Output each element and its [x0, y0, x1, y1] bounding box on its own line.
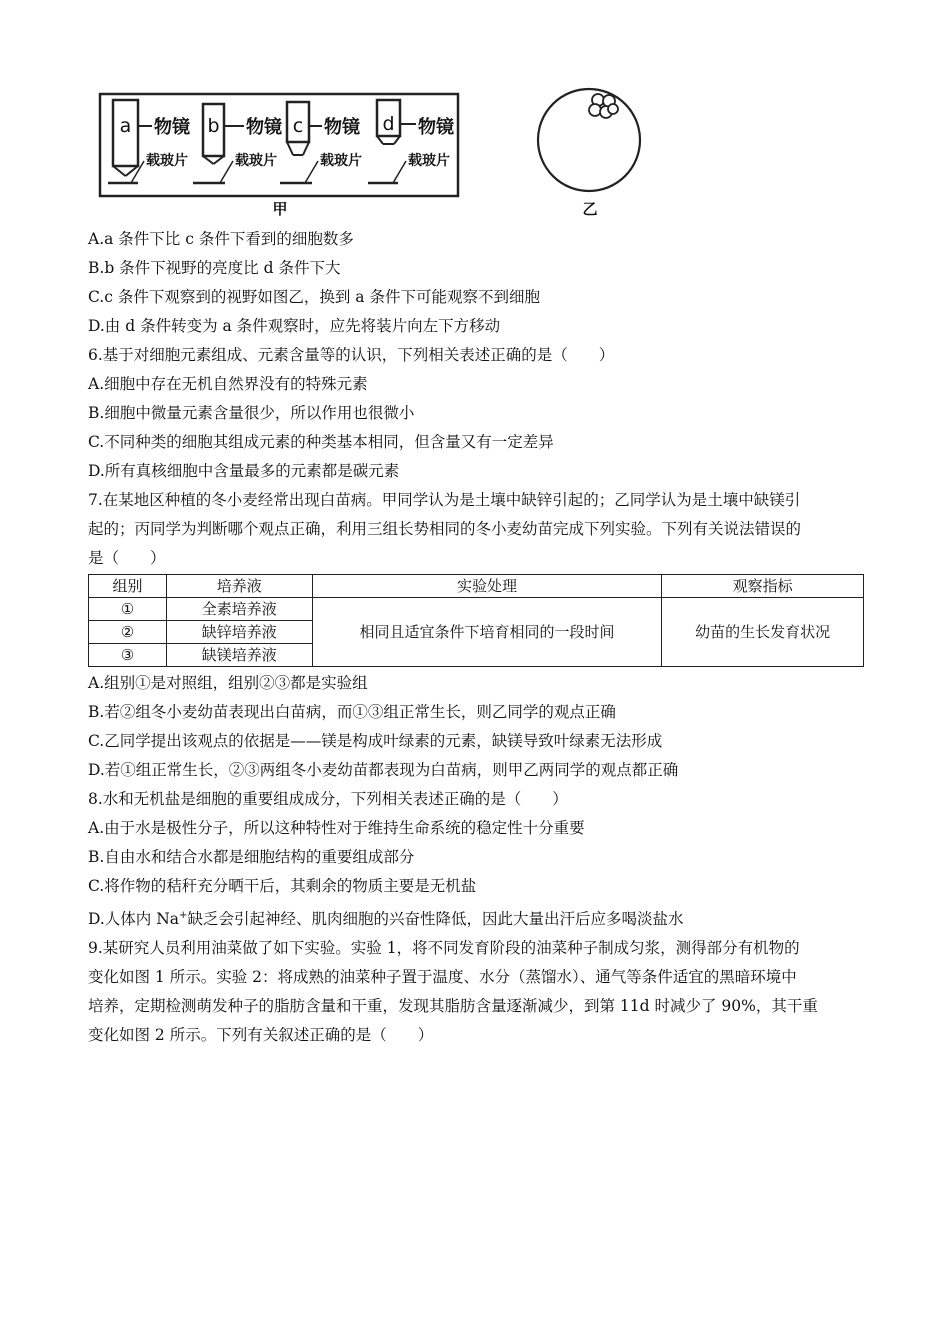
q8-option-d: [88, 901, 868, 934]
q8-option-d-sup: +: [179, 910, 188, 921]
q9-stem-line-4: 变化如图 2 所示。下列有关叙述正确的是（ ）: [88, 1026, 434, 1045]
objective-c-letter: c: [292, 115, 304, 137]
q7-option-b: B.若②组冬小麦幼苗表现出白苗病，而①③组正常生长，则乙同学的观点正确: [88, 703, 616, 721]
slide-d-label: 载玻片: [408, 153, 450, 169]
q9-stem-line-2: 变化如图 1 所示。实验 2：将成熟的油菜种子置于温度、水分（蒸馏水）、通气等条件适宜的黑暗环境中: [88, 968, 797, 987]
figure-jia-frame: [100, 94, 458, 196]
q7-stem-line-3: 是（ ）: [88, 549, 166, 567]
q5-option-d: D.由 d 条件转变为 a 条件观察时，应先将装片向左下方移动: [88, 317, 501, 335]
objective-d: [368, 100, 454, 183]
objective-c-label: 物镜: [324, 117, 360, 138]
q6-stem: 6.基于对细胞元素组成、元素含量等的认识，下列相关表述正确的是（ ）: [88, 346, 615, 364]
figure-yi-caption: 乙: [582, 200, 598, 218]
figure-yi: [538, 89, 640, 218]
question-text: [88, 225, 868, 1050]
row-1-medium: 全素培养液: [166, 598, 312, 621]
q8-option-a: A.由于水是极性分子，所以这种特性对于维持生命系统的稳定性十分重要: [88, 819, 585, 837]
row-3-medium: 缺镁培养液: [166, 644, 312, 667]
objective-b-letter: b: [207, 115, 220, 137]
q9-stem-line-1: 9.某研究人员利用油菜做了如下实验。实验 1，将不同发育阶段的油菜种子制成匀浆，测得部分有机物的: [88, 939, 800, 958]
q7-stem-line-1: 7.在某地区种植的冬小麦经常出现白苗病。甲同学认为是土壤中缺锌引起的；乙同学认为是土壤中缺镁引: [88, 491, 801, 509]
cell-3: [589, 104, 601, 116]
microscope-figure: [0, 0, 950, 230]
row-3-group: ③: [89, 644, 167, 667]
slide-c-label: 载玻片: [320, 153, 362, 169]
objective-d-label: 物镜: [418, 117, 454, 138]
objective-b: [193, 104, 282, 183]
q8-option-c: C.将作物的秸秆充分晒干后，其剩余的物质主要是无机盐: [88, 877, 477, 895]
q6-option-c: C.不同种类的细胞其组成元素的种类基本相同，但含量又有一定差异: [88, 433, 554, 451]
q6-option-a: A.细胞中存在无机自然界没有的特殊元素: [88, 375, 368, 393]
q7-option-d: D.若①组正常生长，②③两组冬小麦幼苗都表现为白苗病，则甲乙两同学的观点都正确: [88, 761, 679, 779]
q6-option-d: D.所有真核细胞中含量最多的元素都是碳元素: [88, 462, 400, 480]
treatment-cell: 相同且适宜条件下培育相同的一段时间: [312, 598, 662, 667]
table-row: [89, 598, 864, 621]
indicator-cell: 幼苗的生长发育状况: [662, 598, 864, 667]
row-1-group: ①: [89, 598, 167, 621]
q7-table-container: [88, 574, 868, 667]
objective-a: [108, 100, 190, 183]
slide-a-label: 载玻片: [146, 153, 188, 169]
q7-experiment-table: [88, 574, 864, 667]
objective-b-label: 物镜: [246, 117, 282, 138]
q8-option-b: B.自由水和结合水都是细胞结构的重要组成部分: [88, 848, 415, 866]
q8-option-d-suffix: 缺乏会引起神经、肌肉细胞的兴奋性降低，因此大量出汗后应多喝淡盐水: [187, 910, 684, 929]
header-treatment: 实验处理: [312, 575, 662, 598]
q9-stem-line-3: 培养，定期检测萌发种子的脂肪含量和干重，发现其脂肪含量逐渐减少，到第 11d 时减少了 90%，其干重: [88, 997, 818, 1016]
objective-c: [280, 102, 362, 183]
q8-stem: 8.水和无机盐是细胞的重要组成成分，下列相关表述正确的是（ ）: [88, 790, 568, 808]
figure-jia-caption: 甲: [272, 200, 288, 218]
q5-option-c: C.c 条件下观察到的视野如图乙，换到 a 条件下可能观察不到细胞: [88, 288, 540, 306]
field-of-view-circle: [538, 89, 640, 191]
q6-option-b: B.细胞中微量元素含量很少，所以作用也很微小: [88, 404, 415, 422]
cell-5: [608, 104, 618, 114]
objective-d-letter: d: [382, 113, 395, 135]
q7-option-a: A.组别①是对照组，组别②③都是实验组: [88, 674, 368, 692]
q5-option-b: B.b 条件下视野的亮度比 d 条件下大: [88, 259, 341, 277]
header-group: 组别: [89, 575, 167, 598]
slide-b-label: 载玻片: [235, 153, 277, 169]
header-indicator: 观察指标: [662, 575, 864, 598]
q5-option-a: A.a 条件下比 c 条件下看到的细胞数多: [88, 230, 354, 248]
objective-a-label: 物镜: [154, 117, 190, 138]
row-2-medium: 缺锌培养液: [166, 621, 312, 644]
row-2-group: ②: [89, 621, 167, 644]
header-medium: 培养液: [166, 575, 312, 598]
q7-stem-line-2: 起的；丙同学为判断哪个观点正确，利用三组长势相同的冬小麦幼苗完成下列实验。下列有关说法错误的: [88, 520, 802, 538]
table-header-row: [89, 575, 864, 598]
objective-a-letter: a: [119, 115, 132, 137]
q7-option-c: C.乙同学提出该观点的依据是——镁是构成叶绿素的元素，缺镁导致叶绿素无法形成: [88, 732, 663, 750]
q8-option-d-prefix: D.人体内 Na: [88, 910, 180, 929]
